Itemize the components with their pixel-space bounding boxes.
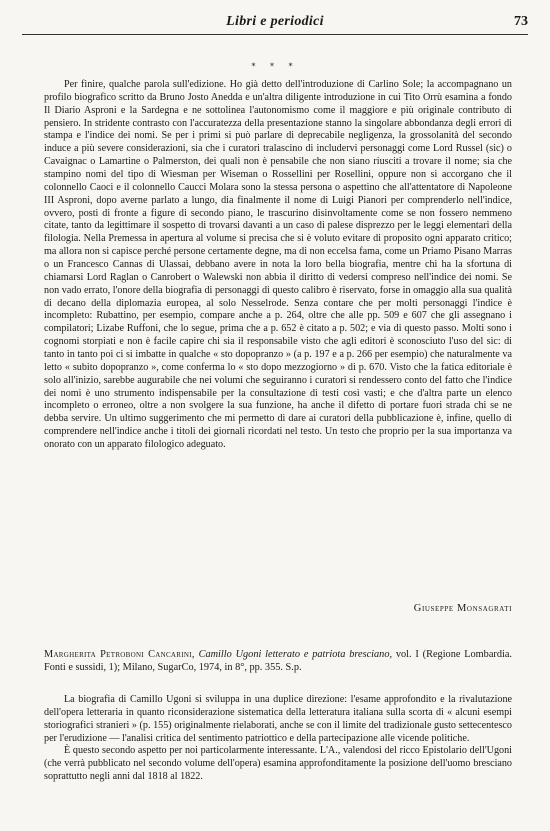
review-2-citation [44,648,512,674]
review-1-signature: Giuseppe Monsagrati [413,603,512,614]
review-1-body [44,79,512,452]
citation-title: Camillo Ugoni letterato e patriota bresciano, [198,649,393,660]
review-2-body [44,694,512,784]
citation-details: vol. I (Regione Lombardia. Fonti e sussidi, 1); Milano, SugarCo, 1974, in 8°, pp. 355. S.p. [44,649,512,673]
citation-author: Margherita Petroboni Cancarini, [44,649,195,660]
section-separator: * * * [251,62,299,71]
page-header [22,14,528,35]
running-title: Libri e periodici [226,14,324,29]
review-1-paragraph: Per finire, qualche parola sull'edizione. Ho già detto dell'introduzione di Carlino Sole; la accompagnano un profilo biografico scritto da Bruno Josto Anedda e un'altra diligente introduzione in cui Tito Orrù esamina a fondo Il Diario Asproni e la Sardegna e ne sottolinea l'autonomismo come il maggiore e più originale contributo di pensiero. In stridente contrasto con l'accuratezza della presentazione stanno la singolare abbondanza degli errori di stampa e l'indice dei nomi. Se per i primi si può parlare di deprecabile negligenza, la grossolanità del secondo induce a più severe considerazioni, sia che i curatori tralascino di includervi personaggi come Lord Russel (sic) o Cavaignac o Lamartine o Palmerston, dei quali non è pensabile che non siano riusciti a trovare il nome; sia che stampino nomi del tipo di Wiesman per Wiseman o Rossellini per Rosellini, oppure non si accorgano che il colonnello Caoci e il colonnello Caucci Molara sono la stessa persona o aspettino che all'attentatore di Napoleone III Asproni, dopo averne parlato a lungo, dia finalmente il nome di Luigi Pianori per comprenderlo nell'indice, ovvero, posti di fronte a figure di secondo piano, le trascurino disinvoltamente come se non fossero nemmeno citate, tanto da legittimare il sospetto di trovarsi davanti a un caso di palese disprezzo per le leggi elementari della filologia. Nella Premessa in apertura al volume si precisa che si è voluto evitare di proposito ogni apparato critico; ma allora non si capisce perché persone certamente degne, ma di non eccelsa fama, come un Priamo Pisano Marras o un Francesco Cannas di Ulassai, debbano avere in nota la loro bella biografia, mentre chi ha la sfortuna di chiamarsi Lord Raglan o Canrobert o Walewski non abbia il diritto di vedersi compreso nell'indice dei nomi. Se non vado errato, l'onore della biografia di personaggi di questo calibro è riservato, forse in omaggio alla sua qualità di decano della diplomazia europea, al solo Nesselrode. Senza contare che per molti personaggi l'indice è incompleto: Rubattino, per esempio, compare anche a p. 264, oltre che alle pp. 509 e 607 che gli assegnano i compilatori; Lizabe Ruffoni, che lo segue, prima che a p. 652 è citato a p. 502; e via di questo passo. Molti sono i cognomi storpiati e non è facile capire chi sia il responsabile visto che agli editori è sconosciuto l'uso del sic: di tanto in tanto poi ci si imbatte in qualche « sto dopopranzo » (a p. 197 e a p. 266 per esempio) che naturalmente va letto « subito dopopranzo », come conferma lo « sto dopo mezzogiorno » di p. 670. Visto che la fatica editoriale è solo all'inizio, sarebbe augurabile che nei volumi che seguiranno i curatori si rendessero conto del fatto che l'indice dei nomi è uno strumento indispensabile per la consultazione di testi così vasti; e che d'altra parte un elenco incompleto o erroneo, oltre a non svolgere la sua funzione, ha anche il difetto di portare fuori strada chi se ne debba servire. Un ultimo suggerimento che mi permetto di dare ai curatori della pubblicazione è, infine, quello di comprendere nell'indice anche i titoli dei giornali ricordati nel testo. Un testo che proprio per la sua importanza va onorato con un apparato filologico adeguato. [44,79,512,451]
review-2-paragraph: È questo secondo aspetto per noi particolarmente interessante. L'A., valendosi del ricco Epistolario dell'Ugoni (che verrà pubblicato nel secondo volume dell'opera) esamina approfonditamente la posizione dell'uomo bresciano soprattutto negli anni dal 1818 al 1822. [44,745,512,783]
page-number: 73 [514,14,528,29]
review-2-paragraph: La biografia di Camillo Ugoni si sviluppa in una duplice direzione: l'esame approfondito e la rivalutazione dell'opera letteraria in quanto riconsiderazione sistematica della letteratura italiana sulla scorta di « alcuni esempi storiografici stranieri » (p. 155) originalmente rielaborati, anche se con il limite del tradizionale gusto settecentesco per l'erudizione — l'analisi critica del sentimento patriottico e della partecipazione alle vicende politiche. [44,694,512,744]
